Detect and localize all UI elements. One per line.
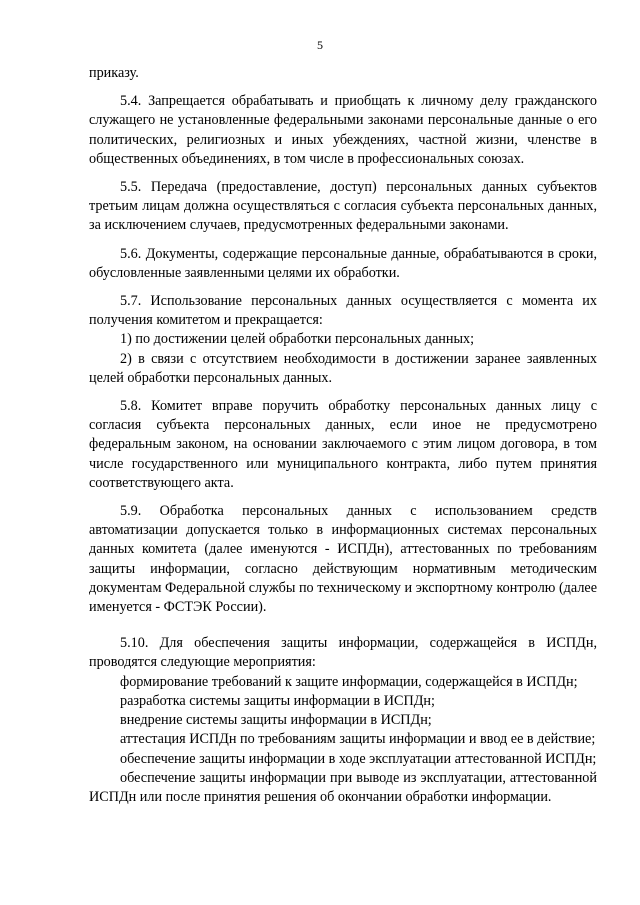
paragraph-5-7: 5.7. Использование персональных данных осуществляется с момента их получения комитетом и прекращается: <box>89 293 597 329</box>
list-item-5-10-3: внедрение системы защиты информации в ИСПДн; <box>120 712 432 729</box>
paragraph-5-4: 5.4. Запрещается обрабатывать и приобщать к личному делу гражданского служащего не установленные федеральными законами персональные данные о его политических, религиозных и иных убеждениях, частной жизни, членстве в общественных объединениях, в том числе в профессиональных союзах. <box>89 93 597 167</box>
list-item-5-10-6: обеспечение защиты информации при выводе из эксплуатации, аттестованной ИСПДн или после принятия решения об окончании обработки информации. <box>89 769 597 805</box>
paragraph-continuation: приказу. <box>89 65 139 81</box>
list-item-5-10-4: аттестация ИСПДн по требованиям защиты информации и ввод ее в действие; <box>120 731 596 748</box>
list-item-5-10-2: разработка системы защиты информации в ИСПДн; <box>120 692 435 709</box>
list-item-5-10-5: обеспечение защиты информации в ходе эксплуатации аттестованной ИСПДн; <box>120 750 597 767</box>
paragraph-5-10: 5.10. Для обеспечения защиты информации, содержащейся в ИСПДн, проводятся следующие мероприятия: <box>89 635 597 671</box>
paragraph-5-8: 5.8. Комитет вправе поручить обработку персональных данных лицу с согласия субъекта персональных данных, если иное не предусмотрено федеральным законом, на основании заключаемого с этим лицом договора, в том числе государственного или муниципального контракта, либо путем принятия соответствующего акта. <box>89 398 597 491</box>
paragraph-5-6: 5.6. Документы, содержащие персональные данные, обрабатываются в сроки, обусловленные заявленными целями их обработки. <box>89 245 597 281</box>
paragraph-5-9: 5.9. Обработка персональных данных с использованием средств автоматизации допускается только в информационных системах персональных данных комитета (далее именуются - ИСПДн), аттестованных по требованиям защиты информации, согласно действующим нормативным методическим документам Федеральной службы по техническому и экспортному контролю (далее именуется - ФСТЭК России). <box>89 503 597 616</box>
document-body <box>89 64 597 807</box>
list-item-5-7-2: 2) в связи с отсутствием необходимости в достижении заранее заявленных целей обработки персональных данных. <box>89 350 597 386</box>
list-item-5-10-1: формирование требований к защите информации, содержащейся в ИСПДн; <box>120 673 578 690</box>
list-item-5-7-1: 1) по достижении целей обработки персональных данных; <box>120 331 475 348</box>
page-number: 5 <box>317 38 323 52</box>
paragraph-5-5: 5.5. Передача (предоставление, доступ) персональных данных субъектов третьим лицам должна осуществляться с согласия субъекта персональных данных, за исключением случаев, предусмотренных федеральными законами. <box>89 179 597 234</box>
